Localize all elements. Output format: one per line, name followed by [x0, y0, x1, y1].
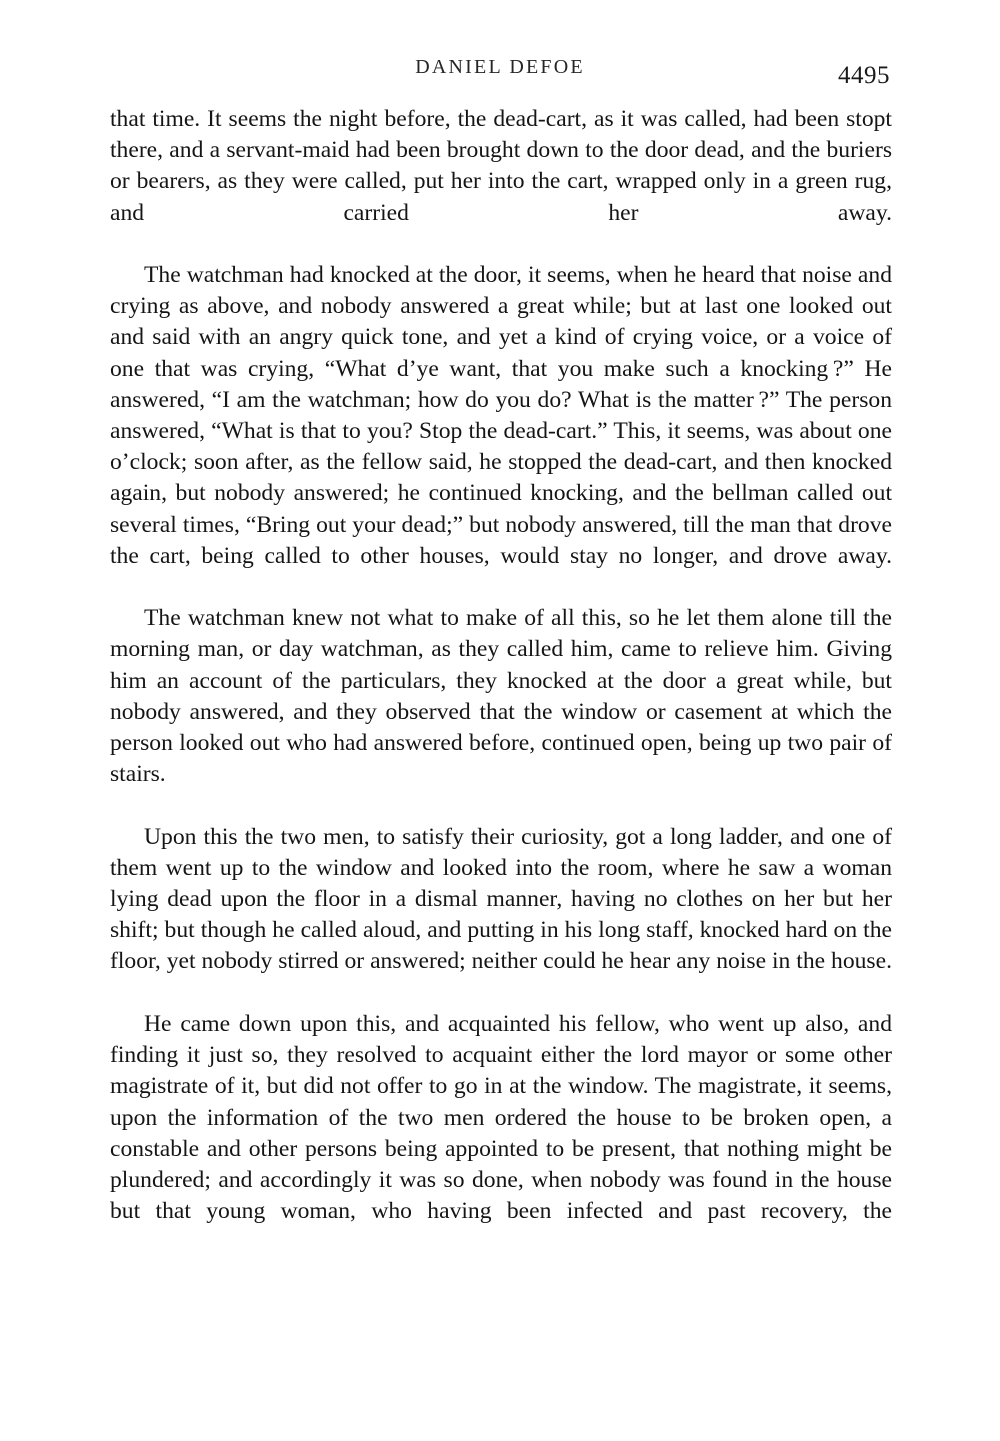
paragraph: He came down upon this, and acquainted his fellow, who went up also, and finding it just so, they resolved to acquaint either the lord mayor or some other magistrate of it, but did not offer to go in at the window. The magistrate, it seems, upon the information of the two men ordered the house to be broken open, a constable and other persons being appointed to be present, that nothing might be plundered; and accordingly it was so done, when nobody was found in the house but that young woman, who having been infected and past recovery, the: [110, 1010, 892, 1225]
paragraph: that time. It seems the night before, the dead-cart, as it was called, had been stopt there, and a servant-maid had been brought down to the door dead, and the buriers or bearers, as they were called, put her into the cart, wrapped only in a green rug, and carried her away.: [110, 106, 892, 226]
paragraph: The watchman had knocked at the door, it seems, when he heard that noise and crying as above, and nobody answered a great while; but at last one looked out and said with an angry quick tone, and yet a kind of crying voice, or a voice of one that was crying, “What d’ye want, that you make such a knocking ?” He answered, “I am the watchman; how do you do? What is the matter ?” The person answered, “What is that to you? Stop the dead-cart.” This, it seems, was about one o’clock; soon after, as the fellow said, he stopped the dead-cart, and then knocked again, but nobody answered; he continued knocking, and the bellman called out several times, “Bring out your dead;” but nobody answered, till the man that drove the cart, being called to other houses, would stay no longer, and drove away.: [110, 262, 892, 569]
body-text-column: [110, 104, 892, 1259]
running-head: DANIEL DEFOE: [415, 56, 585, 78]
paragraph: Upon this the two men, to satisfy their curiosity, got a long ladder, and one of them went up to the window and looked into the room, where he saw a woman lying dead upon the floor in a dismal manner, having no clothes on her but her shift; but though he called aloud, and putting in his long staff, knocked hard on the floor, yet nobody stirred or answered; neither could he hear any noise in the house.: [110, 823, 892, 975]
page-number: 4495: [838, 62, 890, 89]
paragraph: The watchman knew not what to make of all this, so he let them alone till the morning man, or day watchman, as they called him, came to relieve him. Giving him an account of the particulars, they knocked at the door a great while, but nobody answered, and they observed that the window or casement at which the person looked out who had answered before, continued open, being up two pair of stairs.: [110, 605, 892, 788]
page-header: [0, 0, 1000, 89]
